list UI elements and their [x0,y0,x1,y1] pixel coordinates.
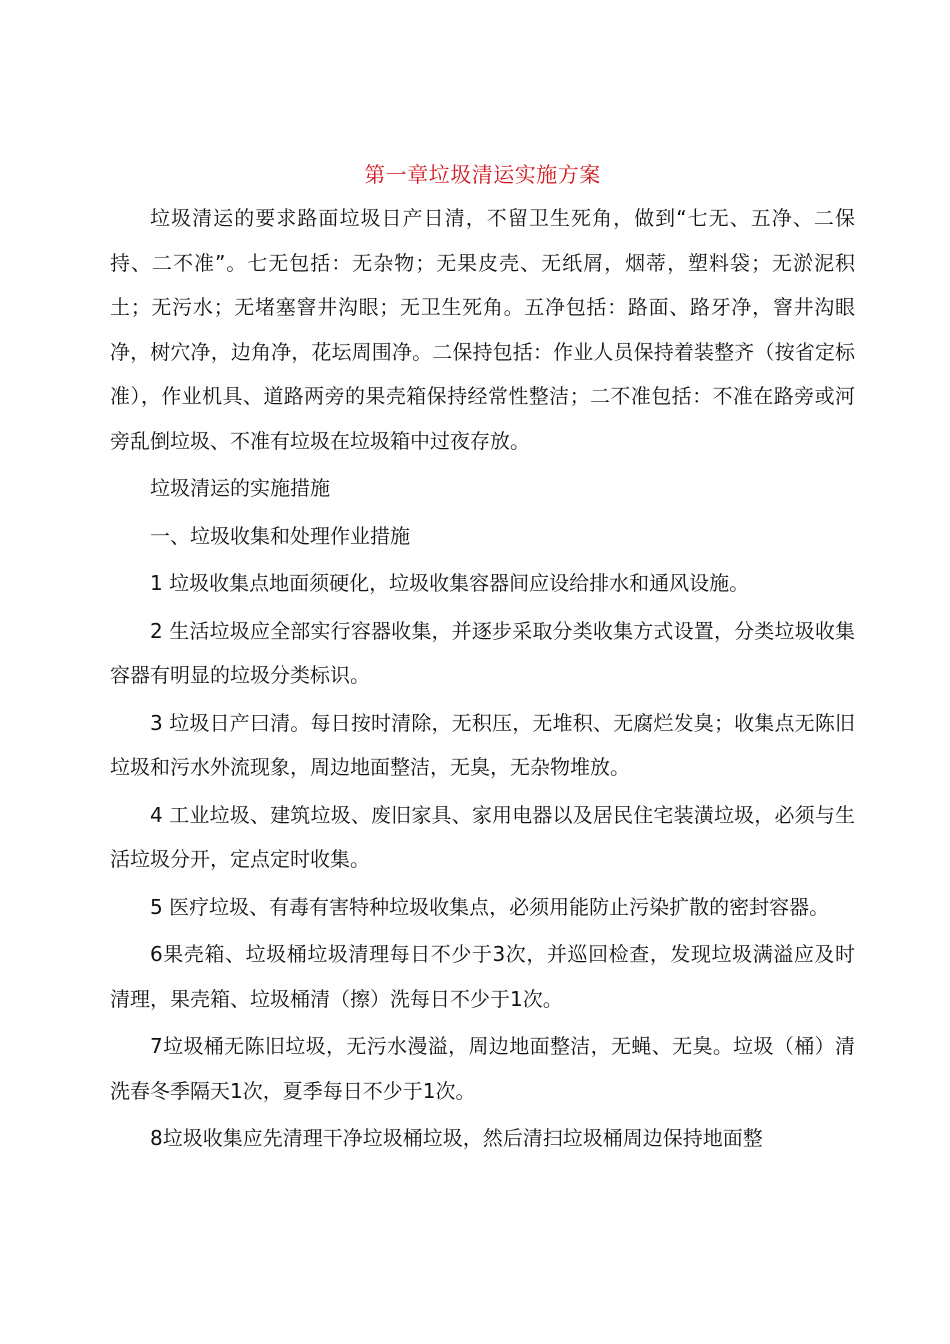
paragraph-measures-heading: 垃圾清运的实施措施 [150,476,330,500]
paragraph-requirements: 垃圾清运的要求路面垃圾日产日清，不留卫生死角，做到“七无、五净、二保持、二不准”。七无包括：无杂物；无果皮壳、无纸屑，烟蒂，塑料袋；无淤泥积土；无污水；无堵塞窨井沟眼；无卫生死角。五净包括：路面、路牙净，窨井沟眼净，树穴净，边角净，花坛周围净。二保持包括：作业人员保持着装整齐（按省定标准），作业机具、道路两旁的果壳箱保持经常性整洁；二不准包括：不准在路旁或河旁乱倒垃圾、不准有垃圾在垃圾箱中过夜存放。 [110,206,855,453]
paragraph-section-one-heading: 一、垃圾收集和处理作业措施 [150,523,410,548]
paragraph-item-2: 2 生活垃圾应全部实行容器收集，并逐步采取分类收集方式设置，分类垃圾收集容器有明显的垃圾分类标识。 [110,618,855,687]
paragraph-item-8: 8垃圾收集应先清理干净垃圾桶垃圾，然后清扫垃圾桶周边保持地面整 [150,1126,763,1150]
paragraph-item-7: 7垃圾桶无陈旧垃圾，无污水漫溢，周边地面整洁，无蝇、无臭。垃圾（桶）清洗春冬季隔天1次，夏季每日不少于1次。 [110,1034,855,1103]
paragraph-item-5: 5 医疗垃圾、有毒有害特种垃圾收集点，必须用能防止污染扩散的密封容器。 [150,894,830,919]
paragraph-item-6: 6果壳箱、垃圾桶垃圾清理每日不少于3次，并巡回检查，发现垃圾满溢应及时清理，果壳箱、垃圾桶清（擦）洗每日不少于1次。 [110,942,855,1011]
document-page [110,160,855,1164]
document-title: 第一章垃圾清运实施方案 [364,163,601,187]
paragraph-item-4: 4 工业垃圾、建筑垃圾、废旧家具、家用电器以及居民住宅装潢垃圾，必须与生活垃圾分开，定点定时收集。 [110,802,855,871]
paragraph-item-1: 1 垃圾收集点地面须硬化，垃圾收集容器间应设给排水和通风设施。 [150,571,750,595]
paragraph-item-3: 3 垃圾日产曰清。每日按时清除，无积压，无堆积、无腐烂发臭；收集点无陈旧垃圾和污水外流现象，周边地面整洁，无臭，无杂物堆放。 [110,710,855,779]
